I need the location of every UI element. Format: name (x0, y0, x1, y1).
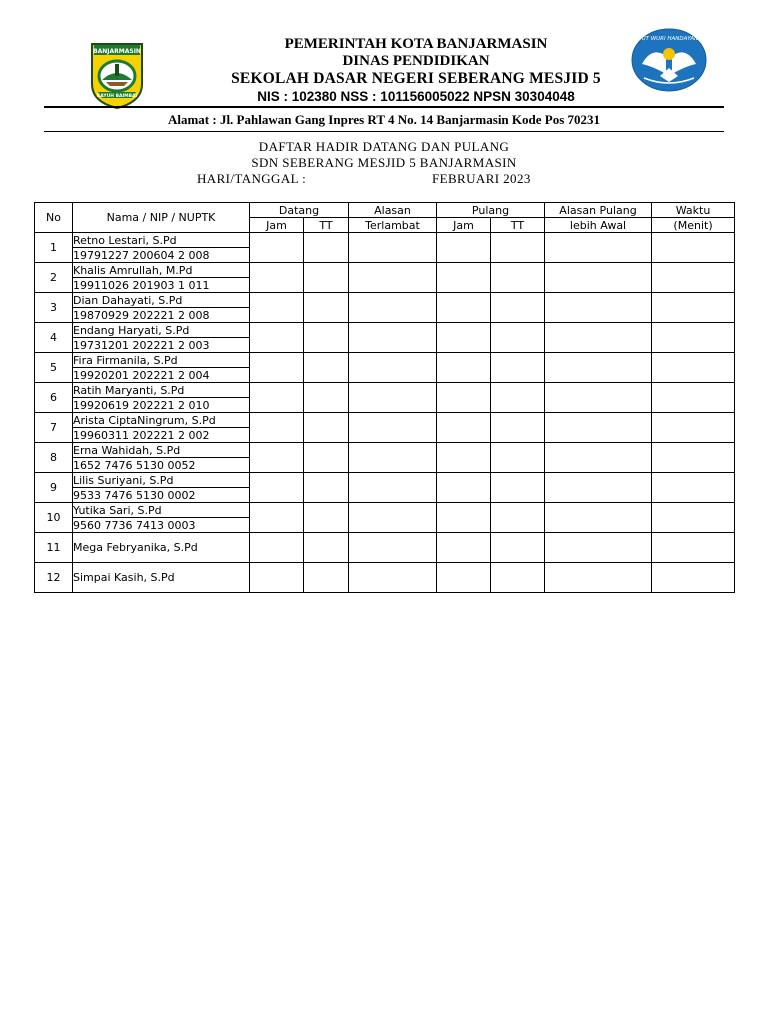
alasan-pulang-cell[interactable] (545, 473, 652, 503)
header-pulang-jam: Jam (437, 218, 491, 233)
table-row (35, 383, 735, 398)
header-no: No (35, 203, 73, 233)
header-pulang-tt: TT (491, 218, 545, 233)
emblem-motto-text: KAYUH BAIMBAI (96, 94, 138, 99)
row-number: 3 (35, 293, 73, 323)
datang-jam-cell[interactable] (250, 533, 304, 563)
alasan-pulang-cell[interactable] (545, 233, 652, 263)
table-row (35, 233, 735, 248)
datang-jam-cell[interactable] (250, 263, 304, 293)
teacher-name: Khalis Amrullah, M.Pd (73, 263, 250, 278)
row-number: 4 (35, 323, 73, 353)
teacher-id: 19920619 202221 2 010 (73, 398, 250, 413)
alasan-terlambat-cell[interactable] (349, 263, 437, 293)
banjarmasin-city-emblem-icon (88, 36, 146, 110)
pulang-tt-cell[interactable] (491, 293, 545, 323)
row-number: 12 (35, 563, 73, 593)
teacher-id: 9560 7736 7413 0003 (73, 518, 250, 533)
teacher-id: 19791227 200604 2 008 (73, 248, 250, 263)
pulang-jam-cell[interactable] (437, 233, 491, 263)
alasan-terlambat-cell[interactable] (349, 383, 437, 413)
row-number: 10 (35, 503, 73, 533)
alasan-pulang-cell[interactable] (545, 293, 652, 323)
header-alasan-pulang-bottom: lebih Awal (545, 218, 652, 233)
alasan-terlambat-cell[interactable] (349, 353, 437, 383)
alasan-pulang-cell[interactable] (545, 323, 652, 353)
waktu-menit-cell[interactable] (652, 233, 735, 263)
attendance-table (34, 202, 735, 593)
table-row (35, 443, 735, 458)
pulang-tt-cell[interactable] (491, 383, 545, 413)
row-number: 5 (35, 353, 73, 383)
pulang-tt-cell[interactable] (491, 443, 545, 473)
tut-wuri-handayani-logo-icon (630, 28, 708, 92)
teacher-id: 19960311 202221 2 002 (73, 428, 250, 443)
logo-motto-text: TUT WURI HANDAYANI (638, 36, 700, 42)
waktu-menit-cell[interactable] (652, 503, 735, 533)
pulang-jam-cell[interactable] (437, 293, 491, 323)
row-number: 8 (35, 443, 73, 473)
pulang-tt-cell[interactable] (491, 233, 545, 263)
pulang-jam-cell[interactable] (437, 323, 491, 353)
header-waktu-bottom: (Menit) (652, 218, 735, 233)
pulang-jam-cell[interactable] (437, 353, 491, 383)
table-row (35, 323, 735, 338)
waktu-menit-cell[interactable] (652, 443, 735, 473)
header-datang-jam: Jam (250, 218, 304, 233)
department-name: DINAS PENDIDIKAN (342, 53, 490, 69)
pulang-tt-cell[interactable] (491, 353, 545, 383)
teacher-name: Simpai Kasih, S.Pd (73, 563, 250, 593)
teacher-name: Ratih Maryanti, S.Pd (73, 383, 250, 398)
alasan-pulang-cell[interactable] (545, 533, 652, 563)
date-row (0, 171, 768, 187)
table-row (35, 503, 735, 518)
teacher-name: Mega Febryanika, S.Pd (73, 533, 250, 563)
teacher-name: Erna Wahidah, S.Pd (73, 443, 250, 458)
row-number: 1 (35, 233, 73, 263)
datang-jam-cell[interactable] (250, 293, 304, 323)
waktu-menit-cell[interactable] (652, 473, 735, 503)
header-name: Nama / NIP / NUPTK (73, 203, 250, 233)
datang-tt-cell[interactable] (304, 293, 349, 323)
alasan-terlambat-cell[interactable] (349, 533, 437, 563)
waktu-menit-cell[interactable] (652, 353, 735, 383)
header-alasan-bottom: Terlambat (349, 218, 437, 233)
waktu-menit-cell[interactable] (652, 533, 735, 563)
table-row (35, 473, 735, 488)
datang-tt-cell[interactable] (304, 383, 349, 413)
pulang-tt-cell[interactable] (491, 473, 545, 503)
pulang-jam-cell[interactable] (437, 533, 491, 563)
teacher-name: Dian Dahayati, S.Pd (73, 293, 250, 308)
document-title-line1: DAFTAR HADIR DATANG DAN PULANG (258, 139, 510, 154)
alasan-pulang-cell[interactable] (545, 503, 652, 533)
pulang-tt-cell[interactable] (491, 323, 545, 353)
pulang-tt-cell[interactable] (491, 503, 545, 533)
teacher-id: 19870929 202221 2 008 (73, 308, 250, 323)
alasan-pulang-cell[interactable] (545, 383, 652, 413)
emblem-top-text: BANJARMASIN (93, 48, 141, 55)
teacher-name: Fira Firmanila, S.Pd (73, 353, 250, 368)
pulang-tt-cell[interactable] (491, 413, 545, 443)
alasan-pulang-cell[interactable] (545, 263, 652, 293)
alasan-terlambat-cell[interactable] (349, 293, 437, 323)
alasan-terlambat-cell[interactable] (349, 473, 437, 503)
row-number: 11 (35, 533, 73, 563)
header-alasan-top: Alasan (349, 203, 437, 218)
alasan-terlambat-cell[interactable] (349, 413, 437, 443)
teacher-name: Lilis Suriyani, S.Pd (73, 473, 250, 488)
teacher-id: 19920201 202221 2 004 (73, 368, 250, 383)
teacher-id: 19911026 201903 1 011 (73, 278, 250, 293)
datang-jam-cell[interactable] (250, 503, 304, 533)
document-title-line2: SDN SEBERANG MESJID 5 BANJARMASIN (251, 154, 517, 170)
datang-tt-cell[interactable] (304, 233, 349, 263)
table-row (35, 563, 735, 593)
waktu-menit-cell[interactable] (652, 263, 735, 293)
alasan-terlambat-cell[interactable] (349, 323, 437, 353)
pulang-tt-cell[interactable] (491, 563, 545, 593)
datang-tt-cell[interactable] (304, 323, 349, 353)
row-number: 9 (35, 473, 73, 503)
alasan-pulang-cell[interactable] (545, 443, 652, 473)
alasan-pulang-cell[interactable] (545, 413, 652, 443)
table-row (35, 413, 735, 428)
header-datang: Datang (250, 203, 349, 218)
government-name: PEMERINTAH KOTA BANJARMASIN (284, 36, 548, 52)
datang-tt-cell[interactable] (304, 533, 349, 563)
alasan-terlambat-cell[interactable] (349, 503, 437, 533)
row-number: 7 (35, 413, 73, 443)
alasan-terlambat-cell[interactable] (349, 443, 437, 473)
letterhead-divider-top (44, 106, 724, 108)
teacher-name: Arista CiptaNingrum, S.Pd (73, 413, 250, 428)
datang-jam-cell[interactable] (250, 233, 304, 263)
letterhead-text (160, 36, 672, 105)
alasan-pulang-cell[interactable] (545, 563, 652, 593)
pulang-jam-cell[interactable] (437, 383, 491, 413)
datang-tt-cell[interactable] (304, 563, 349, 593)
pulang-tt-cell[interactable] (491, 263, 545, 293)
teacher-name: Retno Lestari, S.Pd (73, 233, 250, 248)
datang-jam-cell[interactable] (250, 383, 304, 413)
datang-jam-cell[interactable] (250, 443, 304, 473)
table-row (35, 293, 735, 308)
datang-tt-cell[interactable] (304, 413, 349, 443)
pulang-tt-cell[interactable] (491, 533, 545, 563)
pulang-jam-cell[interactable] (437, 563, 491, 593)
row-number: 6 (35, 383, 73, 413)
datang-tt-cell[interactable] (304, 473, 349, 503)
date-month: FEBRUARI 2023 (432, 171, 531, 186)
header-datang-tt: TT (304, 218, 349, 233)
date-label: HARI/TANGGAL : (197, 171, 307, 186)
letterhead-divider-bottom (44, 131, 724, 132)
datang-jam-cell[interactable] (250, 473, 304, 503)
waktu-menit-cell[interactable] (652, 293, 735, 323)
teacher-name: Yutika Sari, S.Pd (73, 503, 250, 518)
teacher-id: 9533 7476 5130 0002 (73, 488, 250, 503)
waktu-menit-cell[interactable] (652, 323, 735, 353)
alasan-pulang-cell[interactable] (545, 353, 652, 383)
waktu-menit-cell[interactable] (652, 563, 735, 593)
pulang-jam-cell[interactable] (437, 413, 491, 443)
school-name: SEKOLAH DASAR NEGERI SEBERANG MESJID 5 (231, 70, 601, 87)
pulang-jam-cell[interactable] (437, 443, 491, 473)
datang-jam-cell[interactable] (250, 353, 304, 383)
waktu-menit-cell[interactable] (652, 383, 735, 413)
table-row (35, 353, 735, 368)
alasan-terlambat-cell[interactable] (349, 233, 437, 263)
waktu-menit-cell[interactable] (652, 413, 735, 443)
datang-jam-cell[interactable] (250, 323, 304, 353)
table-row (35, 263, 735, 278)
header-pulang: Pulang (437, 203, 545, 218)
pulang-jam-cell[interactable] (437, 263, 491, 293)
datang-jam-cell[interactable] (250, 563, 304, 593)
datang-tt-cell[interactable] (304, 263, 349, 293)
datang-tt-cell[interactable] (304, 353, 349, 383)
row-number: 2 (35, 263, 73, 293)
teacher-id: 1652 7476 5130 0052 (73, 458, 250, 473)
datang-tt-cell[interactable] (304, 503, 349, 533)
school-address: Alamat : Jl. Pahlawan Gang Inpres RT 4 No. 14 Banjarmasin Kode Pos 70231 (167, 112, 601, 127)
pulang-jam-cell[interactable] (437, 503, 491, 533)
pulang-jam-cell[interactable] (437, 473, 491, 503)
alasan-terlambat-cell[interactable] (349, 563, 437, 593)
teacher-name: Endang Haryati, S.Pd (73, 323, 250, 338)
header-alasan-pulang-top: Alasan Pulang (545, 203, 652, 218)
header-waktu-top: Waktu (652, 203, 735, 218)
school-identifiers: NIS : 102380 NSS : 101156005022 NPSN 30304048 (257, 89, 575, 104)
datang-tt-cell[interactable] (304, 443, 349, 473)
table-row (35, 533, 735, 563)
document-title (44, 139, 724, 170)
teacher-id: 19731201 202221 2 003 (73, 338, 250, 353)
datang-jam-cell[interactable] (250, 413, 304, 443)
